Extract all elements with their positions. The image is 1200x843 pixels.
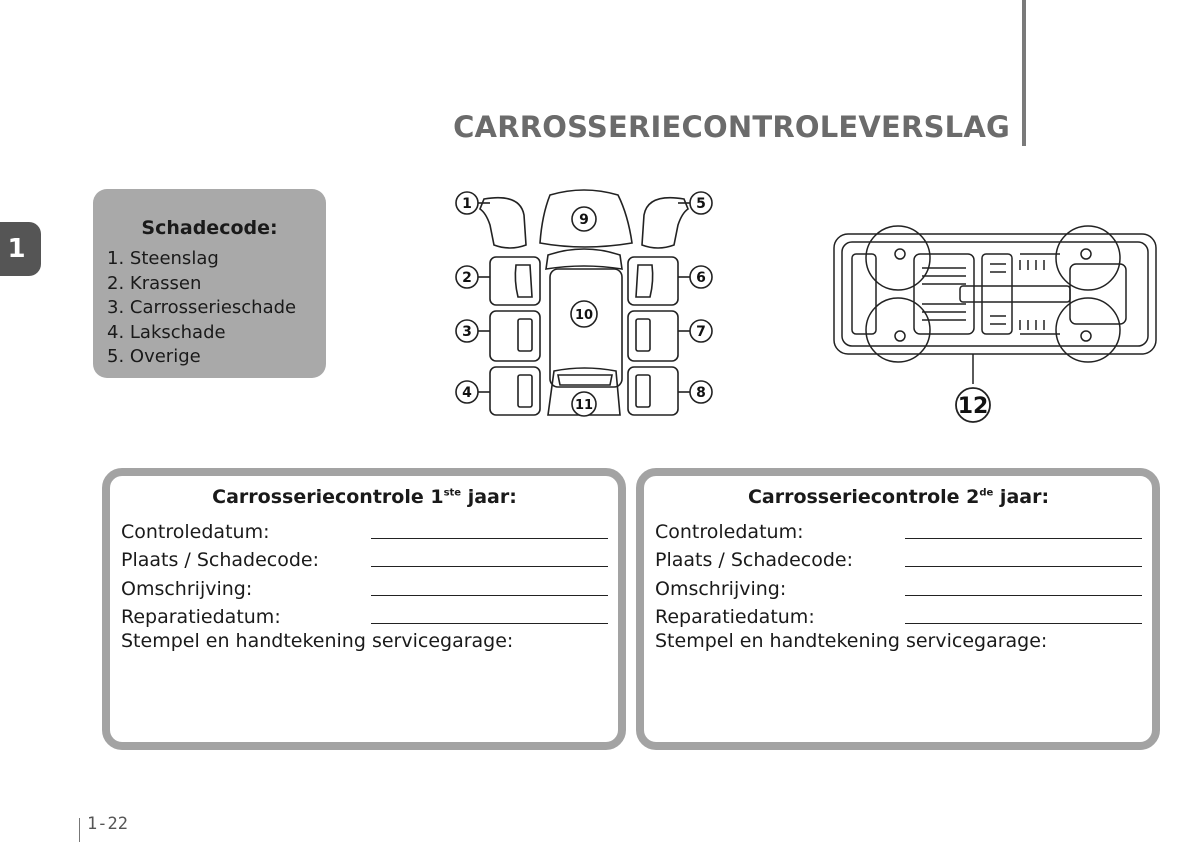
inspection-date-line[interactable] (905, 518, 1142, 539)
part-number-1: 1 (462, 196, 472, 212)
form-row-inspection-date (121, 514, 608, 543)
part-number-3: 3 (462, 324, 472, 340)
description-line[interactable] (905, 575, 1142, 596)
footer-rule (79, 818, 80, 842)
repair-date-line[interactable] (905, 603, 1142, 624)
legend-item: 1. Steenslag (107, 248, 219, 269)
field-label: Plaats / Schadecode: (655, 549, 854, 571)
legend-item: 2. Krassen (107, 272, 202, 294)
form-row-repair-date (121, 600, 608, 629)
damage-code-legend (93, 189, 326, 378)
legend-title: Schadecode: (141, 217, 278, 239)
page-number: 1-22 (87, 814, 128, 834)
field-label: Reparatiedatum: (121, 606, 281, 628)
stamp-signature-label: Stempel en handtekening servicegarage: (655, 630, 1048, 652)
field-label: Plaats / Schadecode: (121, 549, 320, 571)
part-number-6: 6 (696, 270, 706, 286)
panel-heading (655, 486, 1142, 508)
part-number-5: 5 (696, 196, 706, 212)
field-label: Controledatum: (655, 520, 804, 543)
form-row-location-code (121, 543, 608, 572)
panel-heading-text: Carrosseriecontrole 1 (212, 486, 444, 508)
legend-list (107, 247, 326, 370)
field-label: Controledatum: (121, 520, 270, 543)
form-row-inspection-date (655, 514, 1142, 543)
location-code-line[interactable] (905, 546, 1142, 567)
front-right-wing-outline (642, 198, 688, 248)
panel-heading (121, 486, 608, 508)
panel-heading-text: Carrosseriecontrole 2 (747, 486, 980, 508)
repair-date-line[interactable] (371, 603, 608, 624)
part-number-9: 9 (579, 212, 589, 228)
chapter-tab (0, 222, 41, 276)
panel-heading-suffix: jaar: (461, 486, 517, 508)
inspection-panel-year-1 (102, 468, 626, 750)
panel-heading-suffix: jaar: (993, 486, 1050, 508)
location-code-line[interactable] (371, 546, 608, 567)
front-left-wing-outline (480, 198, 526, 248)
underbody-diagram (830, 224, 1160, 426)
part-number-4: 4 (462, 385, 472, 401)
field-label: Reparatiedatum: (655, 606, 815, 628)
panel-heading-superscript: de (979, 487, 994, 499)
chapter-tab-label: 1 (7, 234, 26, 264)
part-number-2: 2 (462, 270, 472, 286)
part-number-7: 7 (696, 324, 706, 340)
description-line[interactable] (371, 575, 608, 596)
legend-item: 4. Lakschade (107, 321, 226, 343)
page-title: CARROSSERIECONTROLEVERSLAG (453, 110, 1010, 144)
inspection-panel-year-2 (636, 468, 1160, 750)
stamp-signature-label: Stempel en handtekening servicegarage: (121, 630, 514, 652)
header-rule (1022, 0, 1026, 146)
inspection-date-line[interactable] (371, 518, 608, 539)
part-number-8: 8 (696, 385, 706, 401)
part-number-11: 11 (574, 398, 594, 413)
form-row-description (121, 571, 608, 600)
legend-item: 5. Overige (107, 346, 201, 367)
legend-item: 3. Carrosserieschade (107, 297, 297, 318)
form-row-repair-date (655, 600, 1142, 629)
panel-heading-superscript: ste (443, 487, 462, 499)
part-number-10: 10 (574, 308, 594, 323)
form-row-location-code (655, 543, 1142, 572)
car-body-parts-diagram (450, 185, 718, 422)
part-number-12: 12 (957, 394, 989, 419)
field-label: Omschrijving: (121, 577, 253, 600)
form-row-description (655, 571, 1142, 600)
field-label: Omschrijving: (655, 577, 787, 600)
